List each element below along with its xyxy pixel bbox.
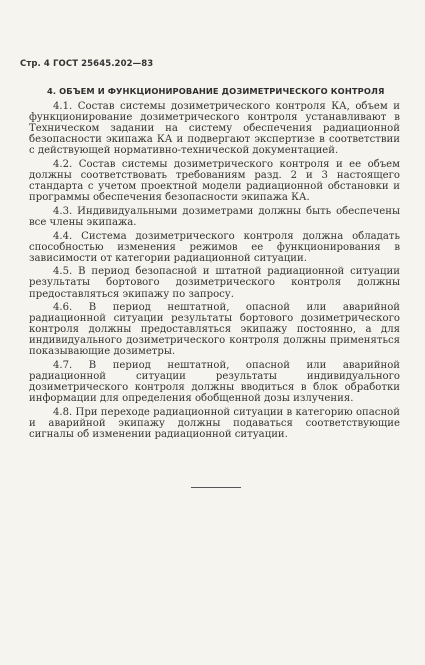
paragraph-4-2: 4.2. Состав системы дозиметрического контроля и ее объем должны соответствовать требованиям разд. 2 и 3 настоящего стандарта с учетом проектной модели радиационной обстановки и программы обеспечения безопасности экипажа КА. <box>29 158 400 204</box>
paragraph-4-5: 4.5. В период безопасной и штатной радиационной ситуации результаты бортового дозиметрического контроля должны предоставляться экипажу по запросу. <box>29 266 400 300</box>
paragraph-4-1: 4.1. Состав системы дозиметрического контроля КА, объем и функционирование дозиметрического контроля устанавливают в Техническом задании на систему обеспечения радиационной безопасности экипажа КА и подвергают экспертизе в соответствии с действующей нормативно-технической документацией. <box>29 101 400 157</box>
page-header: Стр. 4 ГОСТ 25645.202—83 <box>20 59 154 69</box>
paragraph-4-8: 4.8. При переходе радиационной ситуации в категорию опасной и аварийной экипажу должны подаваться соответствующие сигналы об изменении радиационной ситуации. <box>29 406 400 441</box>
paragraph-4-4: 4.4. Система дозиметрического контроля должна обладать способностью изменения режимов ее функционирования в зависимости от категории радиационной ситуации. <box>29 230 400 264</box>
paragraph-4-3: 4.3. Индивидуальными дозиметрами должны быть обеспечены все члены экипажа. <box>29 205 400 228</box>
end-divider <box>191 487 241 488</box>
paragraph-4-7: 4.7. В период нештатной, опасной или аварийной радиационной ситуации результаты индивидуального дозиметрического контроля должны вводиться в блок обработки информации для определения обобщенной дозы излучения. <box>29 360 400 405</box>
section-title: 4. ОБЪЕМ И ФУНКЦИОНИРОВАНИЕ ДОЗИМЕТРИЧЕСКОГО КОНТРОЛЯ <box>47 86 385 96</box>
paragraph-4-6: 4.6. В период нештатной, опасной или аварийной радиационной ситуации результаты бортового дозиметрического контроля должны предоставляться экипажу постоянно, а для индивидуального дозиметрического контроля должны применяться показывающие дозиметры. <box>29 302 400 358</box>
section-body <box>29 101 400 443</box>
